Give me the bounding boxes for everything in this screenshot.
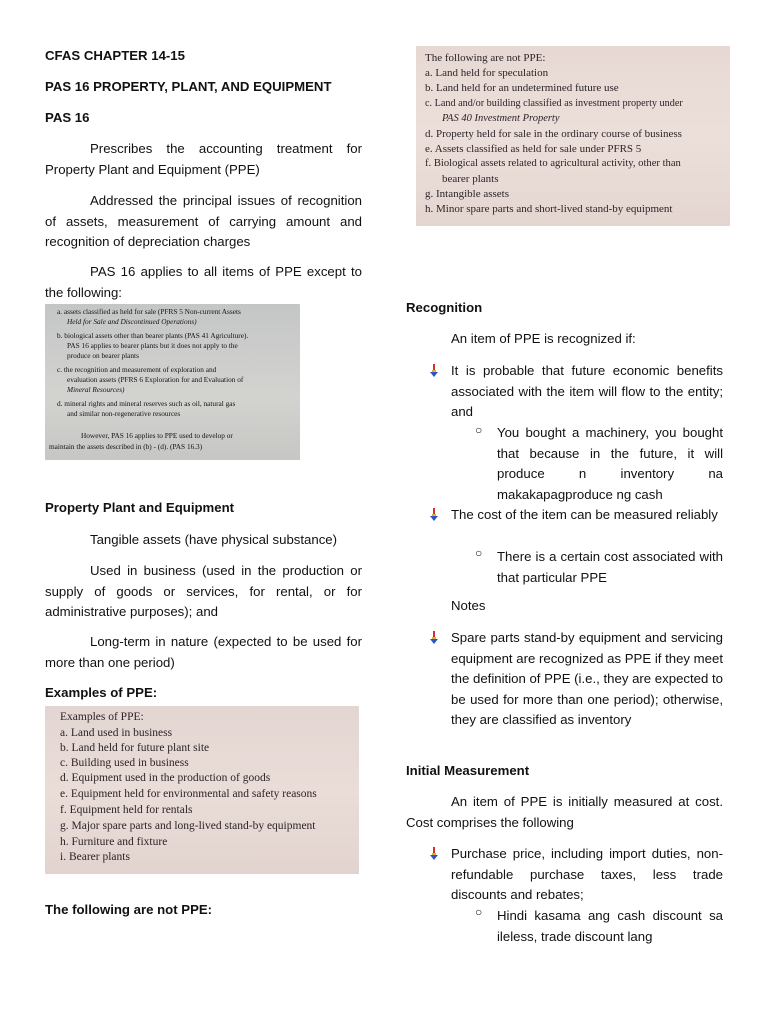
photo-item: f. Equipment held for rentals [60, 804, 193, 816]
recognition-heading: Recognition [406, 300, 483, 315]
not-ppe-heading: The following are not PPE: [45, 902, 213, 917]
photo-item: b. Land held for an undetermined future use [425, 82, 619, 94]
photo-item: h. Minor spare parts and short-lived stand-by equipment [425, 203, 673, 215]
photo-title: Examples of PPE: [60, 711, 144, 723]
bullet-spare-parts: Spare parts stand-by equipment and servicing equipment are recognized as PPE if they meet the definition of PPE (i.e., they are expected to be used for more than one period); otherwise, they are classified as inventory [451, 630, 723, 727]
photo-line: c. the recognition and measurement of exploration and [57, 365, 217, 374]
photo-line: d. mineral rights and mineral reserves such as oil, natural gas [57, 399, 236, 408]
photo-line: PAS 16 applies to bearer plants but it does not apply to the [67, 341, 238, 350]
photo-item: g. Major spare parts and long-lived stand-by equipment [60, 820, 316, 832]
photo-line: and similar non-regenerative resources [67, 409, 181, 418]
photo-item: f. Biological assets related to agricultural activity, other than [425, 158, 681, 169]
photo-item: c. Land and/or building classified as investment property under [425, 98, 683, 109]
initial-measurement-heading: Initial Measurement [406, 763, 530, 778]
photo-item: d. Property held for sale in the ordinary course of business [425, 128, 682, 140]
para-longterm: Long-term in nature (expected to be used for more than one period) [45, 634, 362, 670]
arrow-bullet-icon [429, 364, 439, 378]
arrow-bullet-icon [429, 631, 439, 645]
exceptions-photo [45, 304, 300, 460]
photo-item: bearer plants [442, 173, 499, 185]
examples-photo [45, 706, 359, 874]
bullet-purchase-price: Purchase price, including import duties, non-refundable purchase taxes, less trade discounts and rebates; [451, 846, 723, 902]
para-applies: PAS 16 applies to all items of PPE except to the following: [45, 264, 362, 300]
bullet-probable: It is probable that future economic benefits associated with the item will flow to the entity; and [451, 363, 723, 419]
photo-item: a. Land used in business [60, 727, 173, 739]
arrow-bullet-icon [429, 508, 439, 522]
photo-item: e. Equipment held for environmental and safety reasons [60, 788, 317, 800]
chapter-title: CFAS CHAPTER 14-15 [45, 48, 185, 63]
circle-bullet-icon: ○ [475, 423, 483, 437]
pas16-heading: PAS 16 [45, 110, 90, 125]
circle-bullet-icon: ○ [475, 546, 483, 560]
photo-item: b. Land held for future plant site [60, 742, 210, 754]
photo-line: b. biological assets other than bearer plants (PAS 41 Agriculture). [57, 331, 249, 340]
photo-item: h. Furniture and fixture [60, 836, 168, 848]
photo-line: However, PAS 16 applies to PPE used to develop or [81, 431, 233, 440]
photo-line: Held for Sale and Discontinued Operations) [67, 317, 197, 326]
standard-title: PAS 16 PROPERTY, PLANT, AND EQUIPMENT [45, 79, 332, 94]
not-ppe-photo [416, 46, 730, 226]
notes-label: Notes [451, 598, 486, 613]
photo-title: The following are not PPE: [425, 52, 546, 64]
sub-bullet-cash-discount: Hindi kasama ang cash discount sa ileless, trade discount lang [497, 908, 723, 944]
photo-item: g. Intangible assets [425, 188, 510, 200]
photo-item: c. Building used in business [60, 757, 189, 769]
examples-heading: Examples of PPE: [45, 685, 158, 700]
photo-item: i. Bearer plants [60, 851, 130, 863]
para-tangible: Tangible assets (have physical substance) [90, 532, 338, 547]
photo-item: e. Assets classified as held for sale under PFRS 5 [425, 143, 642, 155]
photo-item: a. Land held for speculation [425, 67, 549, 79]
photo-line: a. assets classified as held for sale (PFRS 5 Non-current Assets [57, 307, 241, 316]
bullet-cost-reliable: The cost of the item can be measured reliably [451, 507, 718, 522]
arrow-bullet-icon [429, 847, 439, 861]
circle-bullet-icon: ○ [475, 905, 483, 919]
photo-line: evaluation assets (PFRS 6 Exploration for and Evaluation of [67, 375, 244, 384]
initial-measurement-para: An item of PPE is initially measured at cost. Cost comprises the following [406, 794, 723, 830]
ppe-heading: Property Plant and Equipment [45, 500, 235, 515]
sub-bullet-certain-cost: There is a certain cost associated with that particular PPE [497, 549, 723, 585]
photo-item: d. Equipment used in the production of goods [60, 772, 271, 784]
photo-line: maintain the assets described in (b) - (d). (PAS 16.3) [49, 442, 203, 451]
para-prescribes: Prescribes the accounting treatment for Property Plant and Equipment (PPE) [45, 141, 362, 177]
recognition-intro: An item of PPE is recognized if: [451, 331, 636, 346]
sub-bullet-machinery: You bought a machinery, you bought that because in the future, it will produce n inventory na makakapagproduce ng cash [497, 425, 723, 502]
photo-item: PAS 40 Investment Property [442, 113, 560, 124]
photo-line: Mineral Resources) [67, 385, 125, 394]
photo-line: produce on bearer plants [67, 351, 139, 360]
para-used: Used in business (used in the production or supply of goods or services, for rental, or for administrative purposes); and [45, 563, 362, 619]
para-addressed: Addressed the principal issues of recognition of assets, measurement of carrying amount and recognition of depreciation charges [45, 193, 362, 249]
